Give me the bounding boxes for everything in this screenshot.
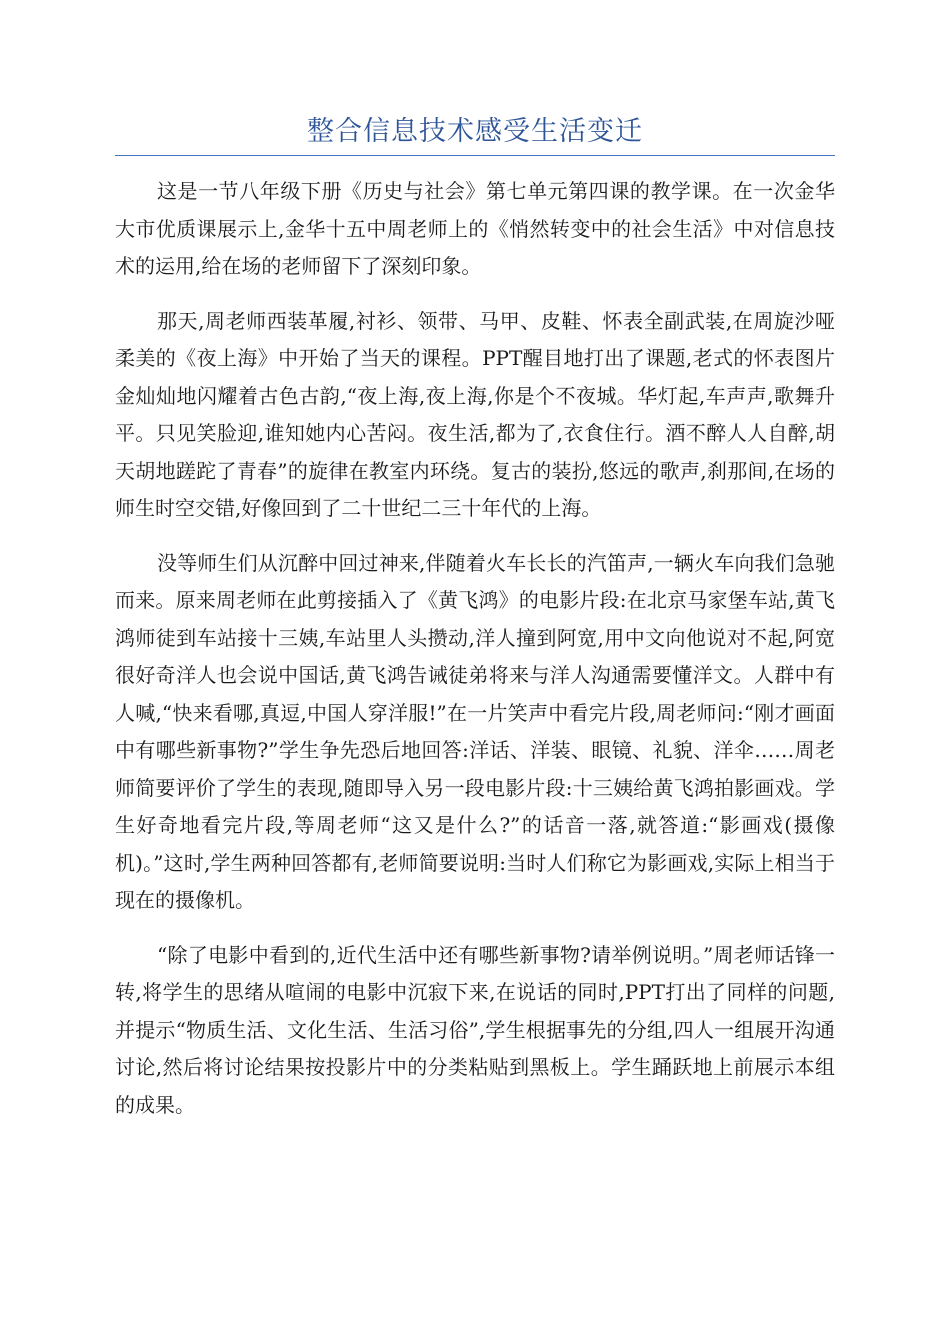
paragraph-3: 没等师生们从沉醉中回过神来,伴随着火车长长的汽笛声,一辆火车向我们急驰而来。原来周老师在此剪接插入了《黄飞鸿》的电影片段:在北京马家堡车站,黄飞鸿师徒到车站接十三姨,车站里人头攒动,洋人撞到阿宽,用中文向他说对不起,阿宽很好奇洋人也会说中国话,黄飞鸿告诫徒弟将来与洋人沟通需要懂洋文。人群中有人喊,“快来看哪,真逗,中国人穿洋服!”在一片笑声中看完片段,周老师问:“刚才画面中有哪些新事物?”学生争先恐后地回答:洋话、洋装、眼镜、礼貌、洋伞……周老师简要评价了学生的表现,随即导入另一段电影片段:十三姨给黄飞鸿拍影画戏。学生好奇地看完片段,等周老师“这又是什么?”的话音一落,就答道:“影画戏(摄像机)。”这时,学生两种回答都有,老师简要说明:当时人们称它为影画戏,实际上相当于现在的摄像机。 [115, 550, 835, 912]
title-underline [115, 155, 835, 156]
paragraph-4: “除了电影中看到的,近代生活中还有哪些新事物?请举例说明。”周老师话锋一转,将学生的思绪从喧闹的电影中沉寂下来,在说话的同时,PPT打出了同样的问题,并提示“物质生活、文化生活、生活习俗”,学生根据事先的分组,四人一组展开沟通讨论,然后将讨论结果按投影片中的分类粘贴到黑板上。学生踊跃地上前展示本组的成果。 [115, 942, 835, 1117]
document-body [115, 173, 835, 1141]
paragraph-1: 这是一节八年级下册《历史与社会》第七单元第四课的教学课。在一次金华大市优质课展示上,金华十五中周老师上的《悄然转变中的社会生活》中对信息技术的运用,给在场的老师留下了深刻印象。 [115, 179, 835, 278]
document-title: 整合信息技术感受生活变迁 [307, 116, 643, 147]
paragraph-2: 那天,周老师西装革履,衬衫、领带、马甲、皮鞋、怀表全副武装,在周旋沙哑柔美的《夜上海》中开始了当天的课程。PPT醒目地打出了课题,老式的怀表图片金灿灿地闪耀着古色古韵,“夜上海,夜上海,你是个不夜城。华灯起,车声声,歌舞升平。只见笑脸迎,谁知她内心苦闷。夜生活,都为了,衣食住行。酒不醉人人自醉,胡天胡地蹉跎了青春”的旋律在教室内环绕。复古的装扮,悠远的歌声,刹那间,在场的师生时空交错,好像回到了二十世纪二三十年代的上海。 [115, 308, 835, 520]
